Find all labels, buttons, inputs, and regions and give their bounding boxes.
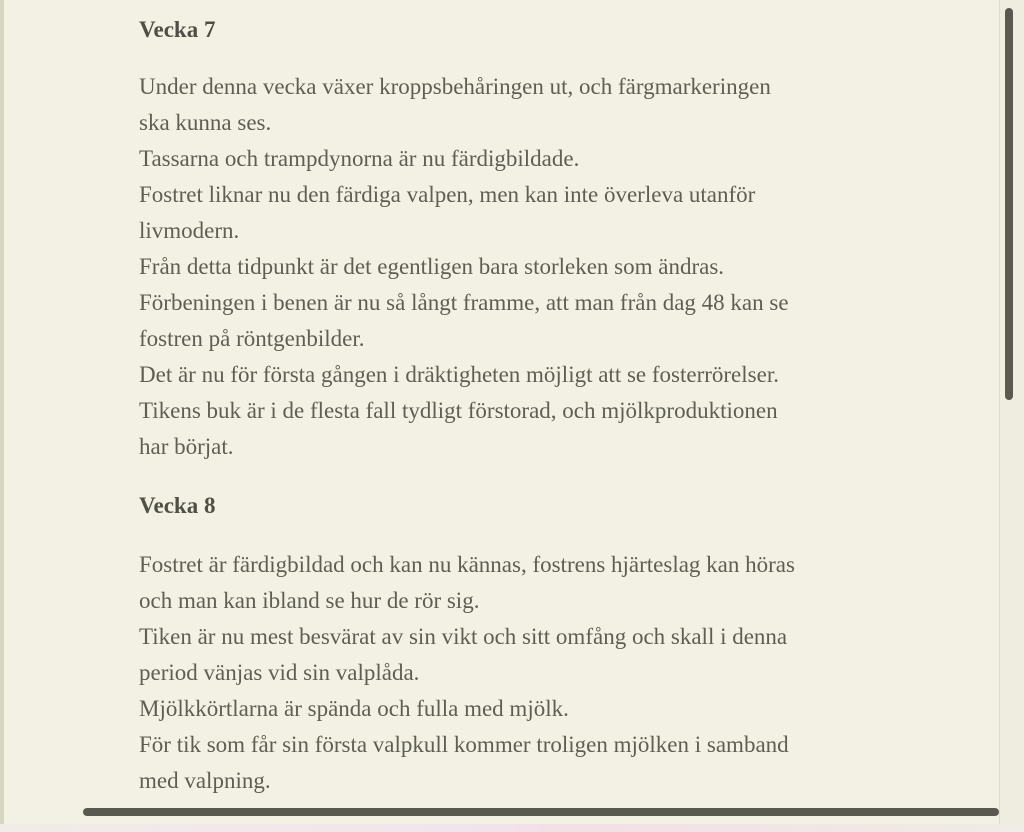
text-line: Från detta tidpunkt är det egentligen bara storleken som ändras. <box>139 254 725 279</box>
text-line: ska kunna ses. <box>139 110 272 135</box>
text-line: Tiken är nu mest besvärat av sin vikt och sitt omfång och skall i denna <box>139 624 788 649</box>
text-line: För tik som får sin första valpkull kommer troligen mjölken i samband <box>139 732 789 757</box>
text-line: Tikens buk är i de flesta fall tydligt förstorad, och mjölkproduktionen <box>139 398 778 423</box>
text-line: och man kan ibland se hur de rör sig. <box>139 588 480 613</box>
horizontal-scrollbar-thumb[interactable] <box>83 808 999 816</box>
bottom-edge-strip <box>0 824 1024 832</box>
text-line: fostren på röntgenbilder. <box>139 326 365 351</box>
left-frame-edge <box>0 0 4 832</box>
text-line: period vänjas vid sin valplåda. <box>139 660 420 685</box>
text-line: Tassarna och trampdynorna är nu färdigbildade. <box>139 146 580 171</box>
text-line: Mjölkkörtlarna är spända och fulla med mjölk. <box>139 696 569 721</box>
section-heading-vecka-7: Vecka 7 <box>139 17 216 42</box>
section-body-vecka-7 <box>139 69 989 465</box>
text-line: Det är nu för första gången i dräktigheten möjligt att se fosterrörelser. <box>139 362 779 387</box>
section-heading-vecka-8: Vecka 8 <box>139 493 216 518</box>
text-line: har börjat. <box>139 434 234 459</box>
vertical-scrollbar[interactable] <box>999 0 1024 832</box>
text-line: Fostret är färdigbildad och kan nu kännas, fostrens hjärteslag kan höras <box>139 552 795 577</box>
text-line: Förbeningen i benen är nu så långt framme, att man från dag 48 kan se <box>139 290 789 315</box>
article-content <box>139 8 989 799</box>
vertical-scrollbar-thumb[interactable] <box>1005 8 1013 400</box>
text-line: Fostret liknar nu den färdiga valpen, men kan inte överleva utanför <box>139 182 756 207</box>
section-body-vecka-8 <box>139 547 989 799</box>
text-line: livmodern. <box>139 218 240 243</box>
text-line: Under denna vecka växer kroppsbehåringen ut, och färgmarkeringen <box>139 74 771 99</box>
text-line: med valpning. <box>139 768 271 793</box>
